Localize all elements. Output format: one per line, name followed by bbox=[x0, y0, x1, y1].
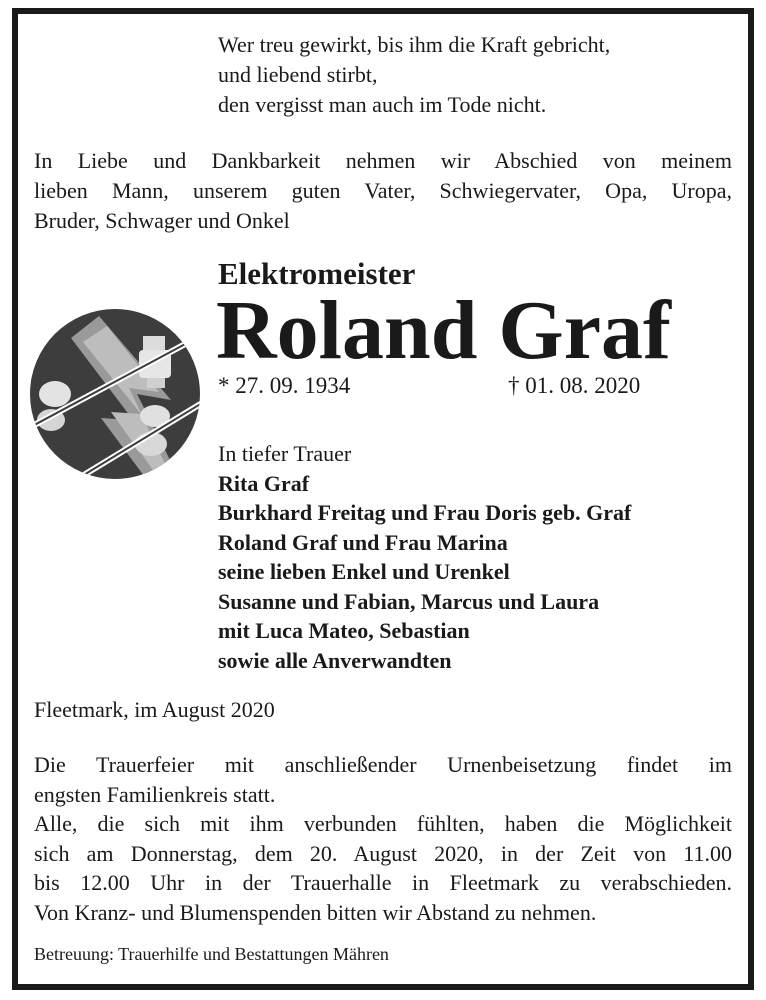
ceremony-line: sich am Donnerstag, dem 20. August 2020, in der Zeit von 11.00 bbox=[34, 840, 732, 866]
mourner-name: Burkhard Freitag und Frau Doris geb. Graf bbox=[218, 500, 632, 525]
deceased-name: Roland Graf bbox=[216, 284, 672, 377]
ceremony-line: bis 12.00 Uhr in der Trauerhalle in Fleetmark zu verabschieden. bbox=[34, 870, 732, 895]
mourning-intro: In tiefer Trauer bbox=[218, 441, 352, 466]
ceremony-info bbox=[34, 750, 732, 927]
mourner-name: Susanne und Fabian, Marcus und Laura bbox=[218, 588, 600, 614]
electrician-lightning-emblem-icon bbox=[29, 308, 201, 480]
intro-line: In Liebe und Dankbarkeit nehmen wir Abschied von meinem bbox=[34, 148, 732, 173]
poem-line: Wer treu gewirkt, bis ihm die Kraft gebricht, bbox=[218, 32, 611, 57]
poem-line: den vergisst man auch im Tode nicht. bbox=[218, 92, 547, 117]
intro-line: Bruder, Schwager und Onkel bbox=[34, 208, 290, 233]
ceremony-line: Von Kranz- und Blumenspenden bitten wir Abstand zu nehmen. bbox=[34, 899, 597, 925]
death-date: † 01. 08. 2020 bbox=[508, 373, 641, 398]
ceremony-line: Die Trauerfeier mit anschließender Urnenbeisetzung findet im bbox=[34, 752, 732, 777]
mourner-name: Rita Graf bbox=[218, 470, 310, 496]
poem-line: und liebend stirbt, bbox=[218, 62, 378, 87]
ceremony-line: Alle, die sich mit ihm verbunden fühlten, haben die Möglichkeit bbox=[34, 811, 732, 836]
mourner-name: mit Luca Mateo, Sebastian bbox=[218, 618, 470, 643]
mourner-name: seine lieben Enkel und Urenkel bbox=[218, 559, 510, 584]
mourner-name: sowie alle Anverwandten bbox=[218, 647, 452, 673]
ceremony-line: engsten Familienkreis statt. bbox=[34, 781, 276, 807]
birth-date: * 27. 09. 1934 bbox=[218, 373, 351, 398]
intro-line: lieben Mann, unserem guten Vater, Schwiegervater, Opa, Uropa, bbox=[34, 178, 732, 203]
farewell-intro bbox=[34, 146, 732, 236]
deceased-title: Elektromeister bbox=[218, 256, 416, 291]
mourner-name: Roland Graf und Frau Marina bbox=[218, 529, 508, 555]
memorial-poem bbox=[218, 30, 610, 120]
mourners-block bbox=[218, 439, 631, 675]
funeral-service-credit: Betreuung: Trauerhilfe und Bestattungen Mähren bbox=[34, 944, 389, 964]
place-and-date: Fleetmark, im August 2020 bbox=[34, 697, 275, 722]
